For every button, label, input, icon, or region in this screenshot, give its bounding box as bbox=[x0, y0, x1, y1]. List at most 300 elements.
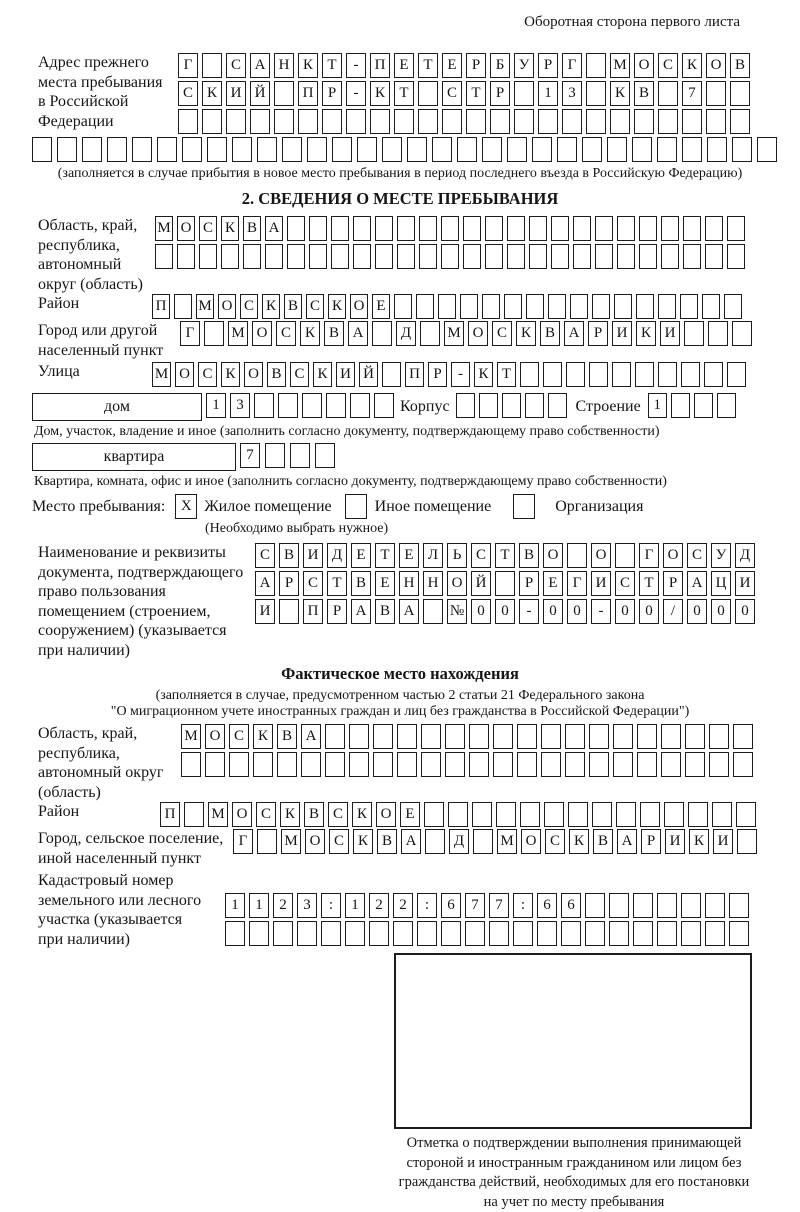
char-box[interactable] bbox=[107, 137, 127, 162]
char-box[interactable] bbox=[469, 724, 489, 749]
char-box[interactable] bbox=[682, 109, 702, 134]
char-box[interactable] bbox=[397, 244, 415, 269]
char-box[interactable] bbox=[493, 752, 513, 777]
char-box[interactable]: - bbox=[519, 599, 539, 624]
char-box[interactable]: И bbox=[303, 543, 323, 568]
char-box[interactable]: : bbox=[321, 893, 341, 918]
char-box[interactable]: К bbox=[328, 294, 346, 319]
char-box[interactable]: О bbox=[218, 294, 236, 319]
char-box[interactable] bbox=[592, 802, 612, 827]
char-box[interactable] bbox=[683, 216, 701, 241]
char-box[interactable]: Р bbox=[519, 571, 539, 596]
char-box[interactable]: Т bbox=[375, 543, 395, 568]
char-box[interactable] bbox=[657, 921, 677, 946]
char-box[interactable]: Р bbox=[663, 571, 683, 596]
char-box[interactable]: О bbox=[706, 53, 726, 78]
char-box[interactable] bbox=[543, 362, 562, 387]
char-box[interactable] bbox=[277, 752, 297, 777]
char-box[interactable] bbox=[243, 244, 261, 269]
char-box[interactable] bbox=[419, 244, 437, 269]
char-box[interactable]: / bbox=[663, 599, 683, 624]
char-box[interactable] bbox=[658, 81, 678, 106]
char-box[interactable]: В bbox=[324, 321, 344, 346]
char-box[interactable]: 2 bbox=[369, 893, 389, 918]
char-box[interactable]: И bbox=[591, 571, 611, 596]
char-box[interactable]: : bbox=[417, 893, 437, 918]
char-box[interactable] bbox=[517, 724, 537, 749]
char-box[interactable]: Ь bbox=[447, 543, 467, 568]
char-box[interactable]: Т bbox=[327, 571, 347, 596]
char-box[interactable]: К bbox=[221, 362, 240, 387]
char-box[interactable]: П bbox=[152, 294, 170, 319]
char-box[interactable] bbox=[321, 921, 341, 946]
char-box[interactable] bbox=[157, 137, 177, 162]
char-box[interactable]: 6 bbox=[561, 893, 581, 918]
char-box[interactable] bbox=[683, 244, 701, 269]
char-box[interactable]: - bbox=[346, 81, 366, 106]
char-box[interactable] bbox=[226, 109, 246, 134]
char-box[interactable] bbox=[541, 724, 561, 749]
char-box[interactable]: Е bbox=[394, 53, 414, 78]
char-box[interactable] bbox=[633, 893, 653, 918]
char-box[interactable] bbox=[706, 109, 726, 134]
char-box[interactable]: И bbox=[660, 321, 680, 346]
char-box[interactable]: Л bbox=[423, 543, 443, 568]
char-box[interactable] bbox=[421, 752, 441, 777]
char-box[interactable] bbox=[614, 294, 632, 319]
char-box[interactable] bbox=[204, 321, 224, 346]
char-box[interactable] bbox=[373, 752, 393, 777]
char-box[interactable] bbox=[490, 109, 510, 134]
char-box[interactable]: Е bbox=[543, 571, 563, 596]
char-box[interactable] bbox=[573, 244, 591, 269]
char-box[interactable]: С bbox=[256, 802, 276, 827]
char-box[interactable] bbox=[472, 802, 492, 827]
char-box[interactable]: С bbox=[328, 802, 348, 827]
char-box[interactable] bbox=[705, 893, 725, 918]
char-box[interactable]: 0 bbox=[615, 599, 635, 624]
char-box[interactable]: В bbox=[540, 321, 560, 346]
char-box[interactable]: 3 bbox=[230, 393, 250, 418]
char-box[interactable] bbox=[353, 244, 371, 269]
char-box[interactable]: Р bbox=[322, 81, 342, 106]
char-box[interactable]: У bbox=[514, 53, 534, 78]
char-box[interactable] bbox=[253, 752, 273, 777]
char-box[interactable] bbox=[520, 802, 540, 827]
char-box[interactable] bbox=[278, 393, 298, 418]
char-box[interactable]: О bbox=[468, 321, 488, 346]
char-box[interactable]: 0 bbox=[639, 599, 659, 624]
char-box[interactable]: Е bbox=[442, 53, 462, 78]
char-box[interactable] bbox=[609, 921, 629, 946]
char-box[interactable] bbox=[307, 137, 327, 162]
char-box[interactable] bbox=[416, 294, 434, 319]
char-box[interactable] bbox=[727, 362, 746, 387]
char-box[interactable] bbox=[331, 244, 349, 269]
char-box[interactable]: К bbox=[298, 53, 318, 78]
char-box[interactable] bbox=[397, 216, 415, 241]
char-box[interactable]: О bbox=[350, 294, 368, 319]
char-box[interactable]: К bbox=[569, 829, 589, 854]
char-box[interactable] bbox=[174, 294, 192, 319]
char-box[interactable]: Р bbox=[327, 599, 347, 624]
char-box[interactable]: Д bbox=[327, 543, 347, 568]
char-box[interactable] bbox=[479, 393, 498, 418]
char-box[interactable] bbox=[297, 921, 317, 946]
char-box[interactable]: К bbox=[516, 321, 536, 346]
char-box[interactable]: 3 bbox=[562, 81, 582, 106]
char-box[interactable]: 0 bbox=[495, 599, 515, 624]
char-box[interactable] bbox=[658, 109, 678, 134]
char-box[interactable]: Т bbox=[639, 571, 659, 596]
char-box[interactable]: О bbox=[376, 802, 396, 827]
char-box[interactable] bbox=[473, 829, 493, 854]
char-box[interactable]: 6 bbox=[537, 893, 557, 918]
char-box[interactable] bbox=[420, 321, 440, 346]
char-box[interactable]: К bbox=[352, 802, 372, 827]
char-box[interactable]: Е bbox=[351, 543, 371, 568]
char-box[interactable] bbox=[589, 752, 609, 777]
char-box[interactable] bbox=[257, 137, 277, 162]
char-box[interactable]: И bbox=[665, 829, 685, 854]
char-box[interactable] bbox=[469, 752, 489, 777]
char-box[interactable] bbox=[448, 802, 468, 827]
char-box[interactable] bbox=[287, 244, 305, 269]
char-box[interactable]: - bbox=[451, 362, 470, 387]
char-box[interactable]: Ц bbox=[711, 571, 731, 596]
char-box[interactable]: П bbox=[298, 81, 318, 106]
char-box[interactable]: Б bbox=[490, 53, 510, 78]
char-box[interactable]: С bbox=[471, 543, 491, 568]
char-box[interactable] bbox=[585, 893, 605, 918]
char-box[interactable] bbox=[349, 724, 369, 749]
char-box[interactable]: 0 bbox=[567, 599, 587, 624]
char-box[interactable]: Д bbox=[449, 829, 469, 854]
char-box[interactable] bbox=[661, 216, 679, 241]
char-box[interactable]: В bbox=[634, 81, 654, 106]
char-box[interactable] bbox=[353, 216, 371, 241]
char-box[interactable] bbox=[517, 752, 537, 777]
char-box[interactable] bbox=[265, 443, 285, 468]
char-box[interactable] bbox=[737, 829, 757, 854]
char-box[interactable] bbox=[733, 724, 753, 749]
char-box[interactable] bbox=[537, 921, 557, 946]
char-box[interactable]: Р bbox=[641, 829, 661, 854]
char-box[interactable] bbox=[298, 109, 318, 134]
char-box[interactable]: Р bbox=[466, 53, 486, 78]
char-box[interactable]: Е bbox=[399, 543, 419, 568]
char-box[interactable] bbox=[592, 294, 610, 319]
char-box[interactable] bbox=[507, 244, 525, 269]
char-box[interactable] bbox=[705, 216, 723, 241]
char-box[interactable] bbox=[520, 362, 539, 387]
char-box[interactable]: Т bbox=[394, 81, 414, 106]
char-box[interactable] bbox=[331, 216, 349, 241]
char-box[interactable]: М bbox=[228, 321, 248, 346]
char-box[interactable] bbox=[495, 571, 515, 596]
char-box[interactable] bbox=[658, 362, 677, 387]
char-box[interactable] bbox=[586, 81, 606, 106]
char-box[interactable] bbox=[526, 294, 544, 319]
char-box[interactable]: 1 bbox=[249, 893, 269, 918]
char-box[interactable] bbox=[57, 137, 77, 162]
char-box[interactable]: П bbox=[303, 599, 323, 624]
char-box[interactable] bbox=[633, 921, 653, 946]
char-box[interactable] bbox=[615, 543, 635, 568]
char-box[interactable] bbox=[708, 321, 728, 346]
char-box[interactable]: П bbox=[405, 362, 424, 387]
char-box[interactable]: 7 bbox=[240, 443, 260, 468]
char-box[interactable] bbox=[757, 137, 777, 162]
char-box[interactable]: А bbox=[265, 216, 283, 241]
char-box[interactable] bbox=[544, 802, 564, 827]
char-box[interactable] bbox=[315, 443, 335, 468]
char-box[interactable] bbox=[694, 393, 713, 418]
char-box[interactable]: Н bbox=[274, 53, 294, 78]
char-box[interactable]: 7 bbox=[465, 893, 485, 918]
stay-other-checkbox[interactable] bbox=[345, 494, 367, 519]
char-box[interactable]: О bbox=[232, 802, 252, 827]
char-box[interactable] bbox=[438, 294, 456, 319]
char-box[interactable]: И bbox=[735, 571, 755, 596]
char-box[interactable]: В bbox=[730, 53, 750, 78]
char-box[interactable] bbox=[345, 921, 365, 946]
char-box[interactable] bbox=[394, 294, 412, 319]
char-box[interactable] bbox=[613, 724, 633, 749]
char-box[interactable]: К bbox=[280, 802, 300, 827]
char-box[interactable] bbox=[372, 321, 392, 346]
char-box[interactable] bbox=[565, 724, 585, 749]
char-box[interactable] bbox=[507, 137, 527, 162]
char-box[interactable] bbox=[704, 362, 723, 387]
char-box[interactable] bbox=[610, 109, 630, 134]
char-box[interactable]: М bbox=[196, 294, 214, 319]
char-box[interactable]: С bbox=[276, 321, 296, 346]
char-box[interactable] bbox=[287, 216, 305, 241]
char-box[interactable] bbox=[302, 393, 322, 418]
char-box[interactable]: О bbox=[591, 543, 611, 568]
char-box[interactable]: 1 bbox=[225, 893, 245, 918]
char-box[interactable]: 0 bbox=[711, 599, 731, 624]
char-box[interactable] bbox=[682, 137, 702, 162]
char-box[interactable] bbox=[548, 393, 567, 418]
char-box[interactable]: С bbox=[442, 81, 462, 106]
char-box[interactable]: О bbox=[177, 216, 195, 241]
char-box[interactable] bbox=[322, 109, 342, 134]
char-box[interactable] bbox=[325, 724, 345, 749]
char-box[interactable] bbox=[442, 109, 462, 134]
char-box[interactable]: 7 bbox=[682, 81, 702, 106]
char-box[interactable]: И bbox=[713, 829, 733, 854]
char-box[interactable]: С bbox=[492, 321, 512, 346]
char-box[interactable] bbox=[707, 137, 727, 162]
char-box[interactable] bbox=[729, 893, 749, 918]
char-box[interactable] bbox=[671, 393, 690, 418]
char-box[interactable]: М bbox=[444, 321, 464, 346]
char-box[interactable]: А bbox=[399, 599, 419, 624]
char-box[interactable] bbox=[607, 137, 627, 162]
char-box[interactable]: К bbox=[262, 294, 280, 319]
char-box[interactable] bbox=[370, 109, 390, 134]
char-box[interactable] bbox=[639, 244, 657, 269]
char-box[interactable] bbox=[595, 216, 613, 241]
char-box[interactable]: 1 bbox=[206, 393, 226, 418]
char-box[interactable] bbox=[441, 244, 459, 269]
char-box[interactable]: В bbox=[279, 543, 299, 568]
char-box[interactable] bbox=[424, 802, 444, 827]
char-box[interactable]: Р bbox=[538, 53, 558, 78]
char-box[interactable] bbox=[730, 81, 750, 106]
char-box[interactable] bbox=[282, 137, 302, 162]
char-box[interactable] bbox=[394, 109, 414, 134]
char-box[interactable]: 1 bbox=[648, 393, 667, 418]
char-box[interactable]: В bbox=[377, 829, 397, 854]
char-box[interactable] bbox=[369, 921, 389, 946]
char-box[interactable]: Е bbox=[372, 294, 390, 319]
char-box[interactable] bbox=[730, 109, 750, 134]
char-box[interactable]: К bbox=[253, 724, 273, 749]
char-box[interactable] bbox=[637, 724, 657, 749]
char-box[interactable] bbox=[485, 216, 503, 241]
char-box[interactable] bbox=[525, 393, 544, 418]
char-box[interactable] bbox=[229, 752, 249, 777]
char-box[interactable]: И bbox=[255, 599, 275, 624]
char-box[interactable]: 2 bbox=[393, 893, 413, 918]
char-box[interactable]: № bbox=[447, 599, 467, 624]
char-box[interactable] bbox=[460, 294, 478, 319]
char-box[interactable] bbox=[705, 244, 723, 269]
char-box[interactable]: Т bbox=[322, 53, 342, 78]
char-box[interactable] bbox=[421, 724, 441, 749]
char-box[interactable] bbox=[418, 81, 438, 106]
char-box[interactable]: С bbox=[199, 216, 217, 241]
char-box[interactable] bbox=[685, 724, 705, 749]
char-box[interactable] bbox=[657, 137, 677, 162]
char-box[interactable]: О bbox=[175, 362, 194, 387]
char-box[interactable] bbox=[425, 829, 445, 854]
char-box[interactable] bbox=[202, 53, 222, 78]
char-box[interactable]: - bbox=[591, 599, 611, 624]
char-box[interactable] bbox=[709, 724, 729, 749]
char-box[interactable]: И bbox=[336, 362, 355, 387]
char-box[interactable] bbox=[589, 724, 609, 749]
char-box[interactable] bbox=[182, 137, 202, 162]
char-box[interactable]: Т bbox=[466, 81, 486, 106]
char-box[interactable] bbox=[664, 802, 684, 827]
char-box[interactable]: Р bbox=[588, 321, 608, 346]
char-box[interactable] bbox=[561, 921, 581, 946]
char-box[interactable] bbox=[221, 244, 239, 269]
char-box[interactable] bbox=[532, 137, 552, 162]
char-box[interactable]: М bbox=[281, 829, 301, 854]
char-box[interactable]: Р bbox=[428, 362, 447, 387]
char-box[interactable] bbox=[178, 109, 198, 134]
char-box[interactable]: В bbox=[277, 724, 297, 749]
char-box[interactable] bbox=[423, 599, 443, 624]
char-box[interactable] bbox=[514, 81, 534, 106]
char-box[interactable] bbox=[502, 393, 521, 418]
char-box[interactable] bbox=[346, 109, 366, 134]
char-box[interactable] bbox=[684, 321, 704, 346]
char-box[interactable] bbox=[350, 393, 370, 418]
char-box[interactable] bbox=[727, 244, 745, 269]
char-box[interactable] bbox=[493, 724, 513, 749]
char-box[interactable]: Н bbox=[399, 571, 419, 596]
char-box[interactable]: С bbox=[290, 362, 309, 387]
char-box[interactable]: Т bbox=[418, 53, 438, 78]
char-box[interactable] bbox=[349, 752, 369, 777]
char-box[interactable]: И bbox=[612, 321, 632, 346]
char-box[interactable] bbox=[736, 802, 756, 827]
char-box[interactable] bbox=[489, 921, 509, 946]
char-box[interactable] bbox=[613, 752, 633, 777]
char-box[interactable]: С bbox=[255, 543, 275, 568]
char-box[interactable] bbox=[706, 81, 726, 106]
char-box[interactable]: О bbox=[252, 321, 272, 346]
char-box[interactable] bbox=[609, 893, 629, 918]
char-box[interactable] bbox=[507, 216, 525, 241]
char-box[interactable] bbox=[177, 244, 195, 269]
char-box[interactable] bbox=[441, 921, 461, 946]
char-box[interactable] bbox=[482, 294, 500, 319]
char-box[interactable] bbox=[207, 137, 227, 162]
char-box[interactable] bbox=[273, 921, 293, 946]
char-box[interactable]: Г bbox=[233, 829, 253, 854]
char-box[interactable] bbox=[702, 294, 720, 319]
char-box[interactable] bbox=[589, 362, 608, 387]
char-box[interactable]: В bbox=[519, 543, 539, 568]
char-box[interactable]: Е bbox=[375, 571, 395, 596]
char-box[interactable] bbox=[529, 244, 547, 269]
char-box[interactable] bbox=[514, 109, 534, 134]
char-box[interactable]: А bbox=[301, 724, 321, 749]
char-box[interactable] bbox=[374, 393, 394, 418]
char-box[interactable] bbox=[417, 921, 437, 946]
char-box[interactable]: Т bbox=[497, 362, 516, 387]
char-box[interactable] bbox=[585, 921, 605, 946]
char-box[interactable] bbox=[595, 244, 613, 269]
char-box[interactable]: 2 bbox=[273, 893, 293, 918]
char-box[interactable]: 3 bbox=[297, 893, 317, 918]
char-box[interactable]: Д bbox=[396, 321, 416, 346]
char-box[interactable]: 1 bbox=[345, 893, 365, 918]
char-box[interactable]: В bbox=[375, 599, 395, 624]
char-box[interactable] bbox=[254, 393, 274, 418]
char-box[interactable] bbox=[729, 921, 749, 946]
char-box[interactable]: М bbox=[610, 53, 630, 78]
char-box[interactable] bbox=[441, 216, 459, 241]
char-box[interactable] bbox=[407, 137, 427, 162]
char-box[interactable] bbox=[681, 921, 701, 946]
char-box[interactable]: О bbox=[205, 724, 225, 749]
char-box[interactable]: Р bbox=[490, 81, 510, 106]
char-box[interactable] bbox=[565, 752, 585, 777]
char-box[interactable]: К bbox=[313, 362, 332, 387]
char-box[interactable] bbox=[397, 752, 417, 777]
char-box[interactable] bbox=[566, 362, 585, 387]
char-box[interactable]: К bbox=[353, 829, 373, 854]
char-box[interactable]: Й bbox=[471, 571, 491, 596]
char-box[interactable]: О bbox=[305, 829, 325, 854]
char-box[interactable] bbox=[727, 216, 745, 241]
char-box[interactable]: К bbox=[682, 53, 702, 78]
char-box[interactable] bbox=[326, 393, 346, 418]
char-box[interactable] bbox=[382, 137, 402, 162]
char-box[interactable]: Т bbox=[495, 543, 515, 568]
char-box[interactable]: В bbox=[304, 802, 324, 827]
char-box[interactable]: К bbox=[474, 362, 493, 387]
char-box[interactable]: С bbox=[229, 724, 249, 749]
